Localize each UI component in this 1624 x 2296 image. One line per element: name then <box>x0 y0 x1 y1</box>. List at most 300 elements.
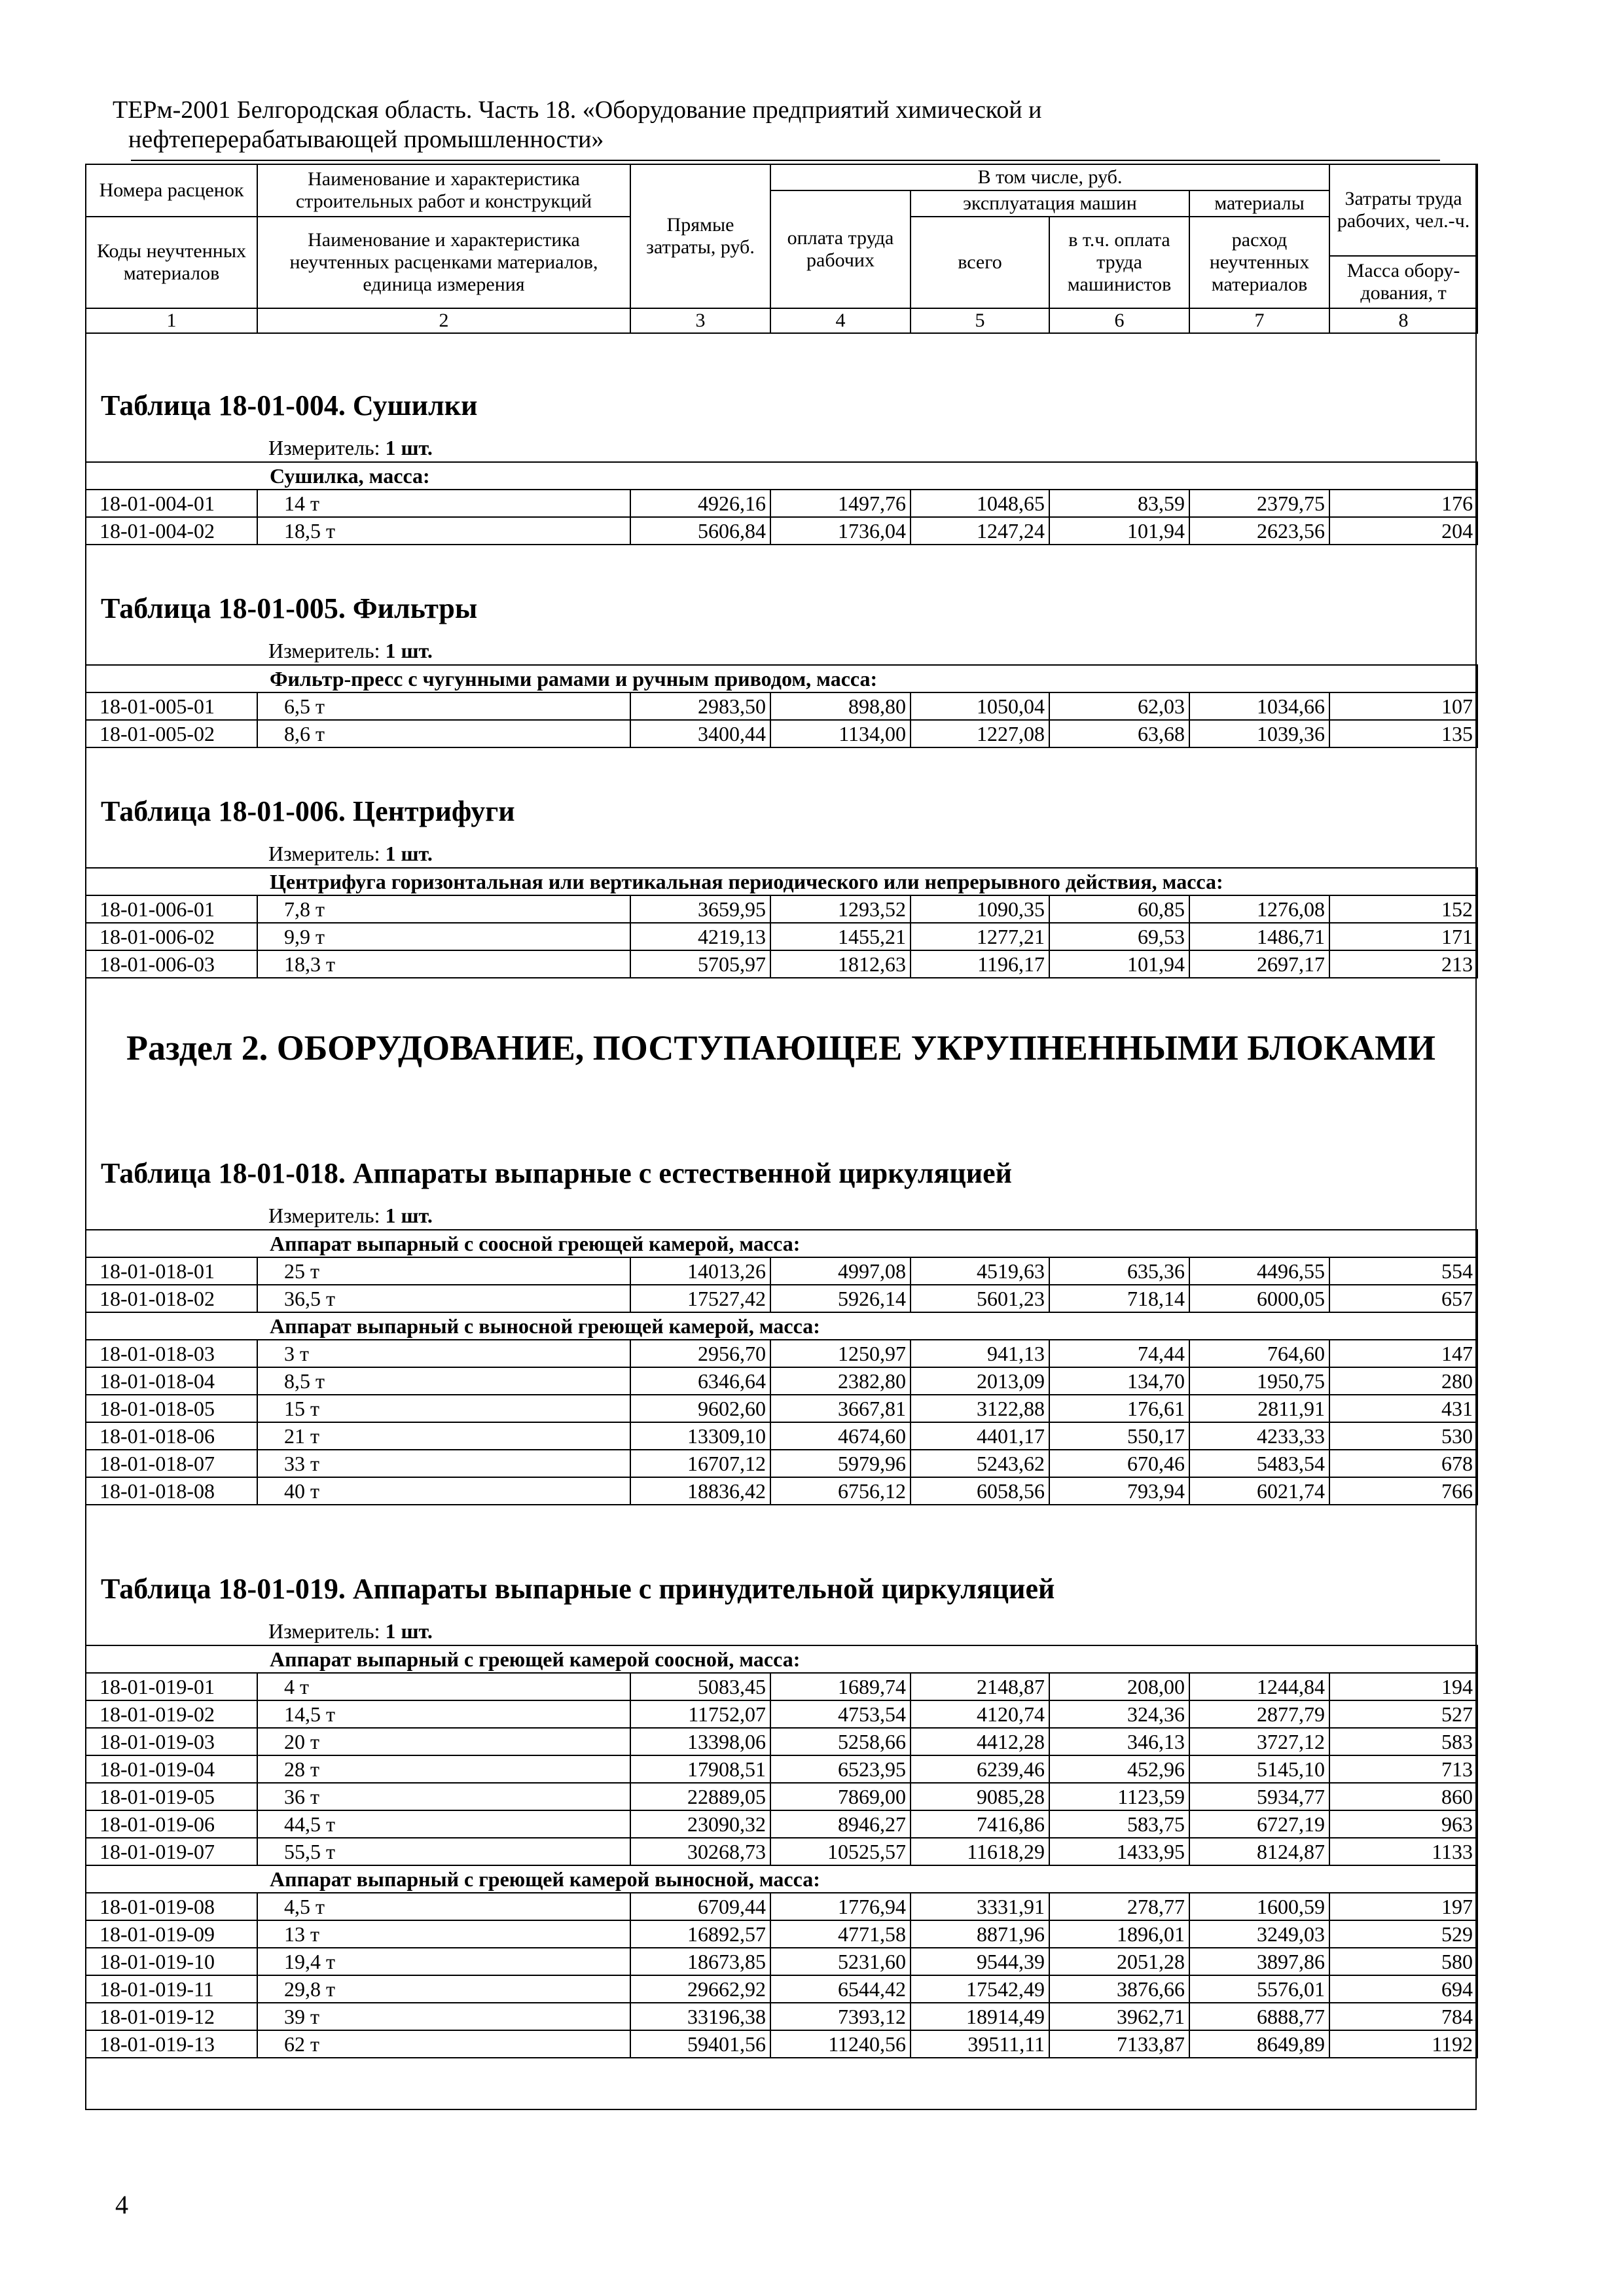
item-name: 4,5 т <box>257 1893 630 1920</box>
value-cell: 1950,75 <box>1189 1367 1329 1395</box>
value-cell: 208,00 <box>1049 1673 1189 1700</box>
value-cell: 657 <box>1329 1285 1477 1312</box>
rate-code: 18-01-019-05 <box>86 1783 257 1810</box>
value-cell: 718,14 <box>1049 1285 1189 1312</box>
value-cell: 4771,58 <box>770 1920 911 1948</box>
measure-label: Измеритель: <box>268 1619 380 1643</box>
value-cell: 678 <box>1329 1450 1477 1477</box>
table-section <box>85 581 1477 748</box>
col-5-header: всего <box>911 217 1049 308</box>
item-name: 44,5 т <box>257 1810 630 1838</box>
value-cell: 963 <box>1329 1810 1477 1838</box>
rate-code: 18-01-019-07 <box>86 1838 257 1865</box>
rate-code: 18-01-019-06 <box>86 1810 257 1838</box>
col-2-bottom: Наименование и характеристика неучтенных расценками материалов, единица измерения <box>257 217 630 308</box>
group-row <box>86 1230 1477 1257</box>
value-cell: 784 <box>1329 2003 1477 2030</box>
value-cell: 580 <box>1329 1948 1477 1975</box>
rate-code: 18-01-018-05 <box>86 1395 257 1422</box>
value-cell: 1244,84 <box>1189 1673 1329 1700</box>
item-name: 14,5 т <box>257 1700 630 1728</box>
item-name: 25 т <box>257 1257 630 1285</box>
value-cell: 1134,00 <box>770 720 911 747</box>
value-cell: 6523,95 <box>770 1755 911 1783</box>
table-row <box>86 1893 1477 1920</box>
value-cell: 1227,08 <box>911 720 1049 747</box>
value-cell: 22889,05 <box>630 1783 770 1810</box>
value-cell: 147 <box>1329 1340 1477 1367</box>
value-cell: 280 <box>1329 1367 1477 1395</box>
item-name: 8,5 т <box>257 1367 630 1395</box>
value-cell: 5979,96 <box>770 1450 911 1477</box>
group-label: Фильтр-пресс с чугунными рамами и ручным приводом, масса: <box>86 665 1477 692</box>
value-cell: 60,85 <box>1049 895 1189 923</box>
table-row <box>86 2003 1477 2030</box>
value-cell: 10525,57 <box>770 1838 911 1865</box>
value-cell: 9602,60 <box>630 1395 770 1422</box>
group-label: Центрифуга горизонтальная или вертикальная периодического или непрерывного действия, масса: <box>86 868 1477 895</box>
rate-code: 18-01-004-02 <box>86 517 257 545</box>
value-cell: 3897,86 <box>1189 1948 1329 1975</box>
measure-line <box>85 840 1477 867</box>
measure-value: 1 шт. <box>385 436 433 459</box>
col-1-bottom: Коды неучтенных материалов <box>86 217 257 308</box>
value-cell: 8946,27 <box>770 1810 911 1838</box>
value-cell: 6888,77 <box>1189 2003 1329 2030</box>
rate-code: 18-01-019-04 <box>86 1755 257 1783</box>
value-cell: 101,94 <box>1049 950 1189 978</box>
rate-code: 18-01-019-03 <box>86 1728 257 1755</box>
group-label: Аппарат выпарный с соосной греющей камерой, масса: <box>86 1230 1477 1257</box>
item-name: 36,5 т <box>257 1285 630 1312</box>
table-title: Таблица 18-01-018. Аппараты выпарные с естественной циркуляцией <box>101 1157 1012 1189</box>
item-name: 13 т <box>257 1920 630 1948</box>
rate-code: 18-01-018-03 <box>86 1340 257 1367</box>
value-cell: 107 <box>1329 692 1477 720</box>
group-row <box>86 1645 1477 1673</box>
rates-table <box>85 1645 1478 2058</box>
group-label: Аппарат выпарный с выносной греющей камерой, масса: <box>86 1312 1477 1340</box>
rates-table <box>85 1229 1478 1505</box>
table-section <box>85 783 1477 978</box>
value-cell: 6021,74 <box>1189 1477 1329 1505</box>
table-row <box>86 517 1477 545</box>
item-name: 9,9 т <box>257 923 630 950</box>
group-label: Аппарат выпарный с греющей камерой соосной, масса: <box>86 1645 1477 1673</box>
value-cell: 2623,56 <box>1189 517 1329 545</box>
group-row <box>86 1312 1477 1340</box>
value-cell: 4926,16 <box>630 490 770 517</box>
value-cell: 2379,75 <box>1189 490 1329 517</box>
value-cell: 2013,09 <box>911 1367 1049 1395</box>
item-name: 55,5 т <box>257 1838 630 1865</box>
value-cell: 8649,89 <box>1189 2030 1329 2058</box>
value-cell: 1776,94 <box>770 1893 911 1920</box>
value-cell: 11240,56 <box>770 2030 911 2058</box>
value-cell: 6058,56 <box>911 1477 1049 1505</box>
value-cell: 4401,17 <box>911 1422 1049 1450</box>
value-cell: 83,59 <box>1049 490 1189 517</box>
value-cell: 135 <box>1329 720 1477 747</box>
item-name: 28 т <box>257 1755 630 1783</box>
value-cell: 23090,32 <box>630 1810 770 1838</box>
measure-line <box>85 1617 1477 1645</box>
table-row <box>86 1395 1477 1422</box>
group-label: Аппарат выпарный с греющей камерой выносной, масса: <box>86 1865 1477 1893</box>
value-cell: 59401,56 <box>630 2030 770 2058</box>
col-num-4: 4 <box>770 308 911 333</box>
item-name: 18,5 т <box>257 517 630 545</box>
value-cell: 941,13 <box>911 1340 1049 1367</box>
value-cell: 176,61 <box>1049 1395 1189 1422</box>
table-row <box>86 1920 1477 1948</box>
value-cell: 6544,42 <box>770 1975 911 2003</box>
value-cell: 194 <box>1329 1673 1477 1700</box>
item-name: 62 т <box>257 2030 630 2058</box>
value-cell: 431 <box>1329 1395 1477 1422</box>
table-row <box>86 923 1477 950</box>
value-cell: 2877,79 <box>1189 1700 1329 1728</box>
value-cell: 2811,91 <box>1189 1395 1329 1422</box>
measure-label: Измеритель: <box>268 436 380 459</box>
table-section <box>85 1145 1477 1505</box>
col-3-header: Прямые затраты, руб. <box>630 164 770 308</box>
value-cell: 1689,74 <box>770 1673 911 1700</box>
value-cell: 13309,10 <box>630 1422 770 1450</box>
table-row <box>86 1450 1477 1477</box>
value-cell: 1034,66 <box>1189 692 1329 720</box>
measure-line <box>85 1202 1477 1229</box>
value-cell: 3249,03 <box>1189 1920 1329 1948</box>
value-cell: 4219,13 <box>630 923 770 950</box>
table-row <box>86 692 1477 720</box>
rates-table <box>85 664 1478 748</box>
section-2-title: Раздел 2. ОБОРУДОВАНИЕ, ПОСТУПАЮЩЕЕ УКРУПНЕННЫМИ БЛОКАМИ <box>126 1028 1435 1067</box>
value-cell: 583,75 <box>1049 1810 1189 1838</box>
value-cell: 62,03 <box>1049 692 1189 720</box>
measure-line <box>85 434 1477 461</box>
col-num-7: 7 <box>1189 308 1329 333</box>
value-cell: 1090,35 <box>911 895 1049 923</box>
value-cell: 5231,60 <box>770 1948 911 1975</box>
value-cell: 5926,14 <box>770 1285 911 1312</box>
header-line-1: ТЕРм-2001 Белгородская область. Часть 18. «Оборудование предприятий химической и <box>113 96 1042 124</box>
rate-code: 18-01-005-02 <box>86 720 257 747</box>
rate-code: 18-01-019-11 <box>86 1975 257 2003</box>
rates-table <box>85 461 1478 545</box>
value-cell: 635,36 <box>1049 1257 1189 1285</box>
value-cell: 1250,97 <box>770 1340 911 1367</box>
value-cell: 583 <box>1329 1728 1477 1755</box>
measure-value: 1 шт. <box>385 1204 433 1227</box>
value-cell: 101,94 <box>1049 517 1189 545</box>
value-cell: 69,53 <box>1049 923 1189 950</box>
rate-code: 18-01-018-07 <box>86 1450 257 1477</box>
col-8-bottom: Масса обору-дования, т <box>1329 256 1477 308</box>
col-7-header: расход неучтенных материалов <box>1189 217 1329 308</box>
value-cell: 5705,97 <box>630 950 770 978</box>
value-cell: 1486,71 <box>1189 923 1329 950</box>
value-cell: 1293,52 <box>770 895 911 923</box>
value-cell: 766 <box>1329 1477 1477 1505</box>
rate-code: 18-01-018-08 <box>86 1477 257 1505</box>
item-name: 4 т <box>257 1673 630 1700</box>
value-cell: 3659,95 <box>630 895 770 923</box>
table-row <box>86 1783 1477 1810</box>
value-cell: 324,36 <box>1049 1700 1189 1728</box>
column-header-table <box>85 164 1478 334</box>
rate-code: 18-01-019-08 <box>86 1893 257 1920</box>
value-cell: 1133 <box>1329 1838 1477 1865</box>
table-row <box>86 1810 1477 1838</box>
value-cell: 171 <box>1329 923 1477 950</box>
value-cell: 1433,95 <box>1049 1838 1189 1865</box>
value-cell: 5934,77 <box>1189 1783 1329 1810</box>
group-row <box>86 1865 1477 1893</box>
value-cell: 4674,60 <box>770 1422 911 1450</box>
col-num-1: 1 <box>86 308 257 333</box>
value-cell: 17542,49 <box>911 1975 1049 2003</box>
value-cell: 17908,51 <box>630 1755 770 1783</box>
table-row <box>86 2030 1477 2058</box>
col-num-5: 5 <box>911 308 1049 333</box>
value-cell: 14013,26 <box>630 1257 770 1285</box>
value-cell: 3331,91 <box>911 1893 1049 1920</box>
table-title: Таблица 18-01-005. Фильтры <box>101 592 478 624</box>
rate-code: 18-01-019-13 <box>86 2030 257 2058</box>
value-cell: 6346,64 <box>630 1367 770 1395</box>
value-cell: 1123,59 <box>1049 1783 1189 1810</box>
table-row <box>86 720 1477 747</box>
rate-code: 18-01-019-09 <box>86 1920 257 1948</box>
rate-code: 18-01-006-02 <box>86 923 257 950</box>
item-name: 14 т <box>257 490 630 517</box>
value-cell: 530 <box>1329 1422 1477 1450</box>
value-cell: 4997,08 <box>770 1257 911 1285</box>
table-row <box>86 1755 1477 1783</box>
rate-code: 18-01-006-03 <box>86 950 257 978</box>
table-row <box>86 1838 1477 1865</box>
value-cell: 6727,19 <box>1189 1810 1329 1838</box>
value-cell: 898,80 <box>770 692 911 720</box>
value-cell: 2051,28 <box>1049 1948 1189 1975</box>
rate-code: 18-01-018-06 <box>86 1422 257 1450</box>
value-cell: 346,13 <box>1049 1728 1189 1755</box>
item-name: 19,4 т <box>257 1948 630 1975</box>
table-row <box>86 1728 1477 1755</box>
col-6-header: в т.ч. оплата труда машинистов <box>1049 217 1189 308</box>
item-name: 8,6 т <box>257 720 630 747</box>
value-cell: 4412,28 <box>911 1728 1049 1755</box>
table-row <box>86 1340 1477 1367</box>
value-cell: 29662,92 <box>630 1975 770 2003</box>
item-name: 29,8 т <box>257 1975 630 2003</box>
value-cell: 1196,17 <box>911 950 1049 978</box>
value-cell: 1048,65 <box>911 490 1049 517</box>
table-row <box>86 1948 1477 1975</box>
measure-label: Измеритель: <box>268 639 380 662</box>
value-cell: 39511,11 <box>911 2030 1049 2058</box>
table-row <box>86 1285 1477 1312</box>
table-title: Таблица 18-01-006. Центрифуги <box>101 795 515 827</box>
value-cell: 18914,49 <box>911 2003 1049 2030</box>
value-cell: 1812,63 <box>770 950 911 978</box>
value-cell: 694 <box>1329 1975 1477 2003</box>
value-cell: 6756,12 <box>770 1477 911 1505</box>
group-label: Сушилка, масса: <box>86 462 1477 490</box>
table-title: Таблица 18-01-019. Аппараты выпарные с принудительной циркуляцией <box>101 1573 1055 1605</box>
rate-code: 18-01-018-04 <box>86 1367 257 1395</box>
col-num-8: 8 <box>1329 308 1477 333</box>
value-cell: 7869,00 <box>770 1783 911 1810</box>
value-cell: 1896,01 <box>1049 1920 1189 1948</box>
running-header <box>113 96 1042 154</box>
value-cell: 1050,04 <box>911 692 1049 720</box>
value-cell: 4519,63 <box>911 1257 1049 1285</box>
value-cell: 5576,01 <box>1189 1975 1329 2003</box>
rate-code: 18-01-019-12 <box>86 2003 257 2030</box>
value-cell: 764,60 <box>1189 1340 1329 1367</box>
value-cell: 3962,71 <box>1049 2003 1189 2030</box>
value-cell: 8871,96 <box>911 1920 1049 1948</box>
item-name: 36 т <box>257 1783 630 1810</box>
value-cell: 5145,10 <box>1189 1755 1329 1783</box>
table-row <box>86 1700 1477 1728</box>
value-cell: 7393,12 <box>770 2003 911 2030</box>
col-2-top: Наименование и характеристика строительных работ и конструкций <box>257 164 630 217</box>
rate-code: 18-01-018-01 <box>86 1257 257 1285</box>
value-cell: 1455,21 <box>770 923 911 950</box>
table-title: Таблица 18-01-004. Сушилки <box>101 389 478 422</box>
value-cell: 7416,86 <box>911 1810 1049 1838</box>
value-cell: 6000,05 <box>1189 1285 1329 1312</box>
value-cell: 7133,87 <box>1049 2030 1189 2058</box>
value-cell: 16707,12 <box>630 1450 770 1477</box>
table-row <box>86 490 1477 517</box>
value-cell: 3400,44 <box>630 720 770 747</box>
value-cell: 529 <box>1329 1920 1477 1948</box>
value-cell: 3122,88 <box>911 1395 1049 1422</box>
value-cell: 6709,44 <box>630 1893 770 1920</box>
col-num-6: 6 <box>1049 308 1189 333</box>
value-cell: 1497,76 <box>770 490 911 517</box>
group-row <box>86 665 1477 692</box>
value-cell: 713 <box>1329 1755 1477 1783</box>
value-cell: 793,94 <box>1049 1477 1189 1505</box>
measure-value: 1 шт. <box>385 639 433 662</box>
value-cell: 5083,45 <box>630 1673 770 1700</box>
measure-label: Измеритель: <box>268 1204 380 1227</box>
value-cell: 6239,46 <box>911 1755 1049 1783</box>
table-section <box>85 1561 1477 2058</box>
rate-code: 18-01-004-01 <box>86 490 257 517</box>
item-name: 39 т <box>257 2003 630 2030</box>
value-cell: 1247,24 <box>911 517 1049 545</box>
value-cell: 5601,23 <box>911 1285 1049 1312</box>
measure-line <box>85 637 1477 664</box>
value-cell: 13398,06 <box>630 1728 770 1755</box>
table-row <box>86 1477 1477 1505</box>
table-row <box>86 1975 1477 2003</box>
value-cell: 74,44 <box>1049 1340 1189 1367</box>
item-name: 6,5 т <box>257 692 630 720</box>
value-cell: 1600,59 <box>1189 1893 1329 1920</box>
value-cell: 213 <box>1329 950 1477 978</box>
table-section <box>85 378 1477 545</box>
value-cell: 4753,54 <box>770 1700 911 1728</box>
header-rule <box>131 160 1440 161</box>
value-cell: 30268,73 <box>630 1838 770 1865</box>
rate-code: 18-01-019-02 <box>86 1700 257 1728</box>
machines-header: эксплуатация машин <box>911 190 1189 217</box>
value-cell: 18673,85 <box>630 1948 770 1975</box>
item-name: 40 т <box>257 1477 630 1505</box>
materials-header: материалы <box>1189 190 1329 217</box>
value-cell: 8124,87 <box>1189 1838 1329 1865</box>
value-cell: 670,46 <box>1049 1450 1189 1477</box>
col-4-header: оплата труда рабочих <box>770 190 911 308</box>
value-cell: 1039,36 <box>1189 720 1329 747</box>
item-name: 18,3 т <box>257 950 630 978</box>
value-cell: 176 <box>1329 490 1477 517</box>
value-cell: 4120,74 <box>911 1700 1049 1728</box>
value-cell: 63,68 <box>1049 720 1189 747</box>
value-cell: 152 <box>1329 895 1477 923</box>
value-cell: 11618,29 <box>911 1838 1049 1865</box>
col-1-top: Номера расценок <box>86 164 257 217</box>
item-name: 33 т <box>257 1450 630 1477</box>
rate-code: 18-01-005-01 <box>86 692 257 720</box>
value-cell: 278,77 <box>1049 1893 1189 1920</box>
value-cell: 18836,42 <box>630 1477 770 1505</box>
value-cell: 5483,54 <box>1189 1450 1329 1477</box>
value-cell: 5243,62 <box>911 1450 1049 1477</box>
value-cell: 11752,07 <box>630 1700 770 1728</box>
col-num-3: 3 <box>630 308 770 333</box>
value-cell: 860 <box>1329 1783 1477 1810</box>
value-cell: 4496,55 <box>1189 1257 1329 1285</box>
rate-code: 18-01-006-01 <box>86 895 257 923</box>
table-row <box>86 1367 1477 1395</box>
page-number: 4 <box>115 2190 128 2219</box>
value-cell: 2697,17 <box>1189 950 1329 978</box>
value-cell: 2983,50 <box>630 692 770 720</box>
value-cell: 16892,57 <box>630 1920 770 1948</box>
rates-table <box>85 867 1478 978</box>
col-num-2: 2 <box>257 308 630 333</box>
value-cell: 3727,12 <box>1189 1728 1329 1755</box>
value-cell: 1276,08 <box>1189 895 1329 923</box>
value-cell: 5258,66 <box>770 1728 911 1755</box>
value-cell: 1192 <box>1329 2030 1477 2058</box>
rate-code: 18-01-019-10 <box>86 1948 257 1975</box>
rate-code: 18-01-018-02 <box>86 1285 257 1312</box>
value-cell: 9544,39 <box>911 1948 1049 1975</box>
table-row <box>86 895 1477 923</box>
value-cell: 33196,38 <box>630 2003 770 2030</box>
value-cell: 5606,84 <box>630 517 770 545</box>
value-cell: 2956,70 <box>630 1340 770 1367</box>
value-cell: 3667,81 <box>770 1395 911 1422</box>
table-row <box>86 1422 1477 1450</box>
value-cell: 3876,66 <box>1049 1975 1189 2003</box>
measure-label: Измеритель: <box>268 842 380 865</box>
rate-code: 18-01-019-01 <box>86 1673 257 1700</box>
value-cell: 2382,80 <box>770 1367 911 1395</box>
value-cell: 452,96 <box>1049 1755 1189 1783</box>
group-row <box>86 868 1477 895</box>
item-name: 15 т <box>257 1395 630 1422</box>
